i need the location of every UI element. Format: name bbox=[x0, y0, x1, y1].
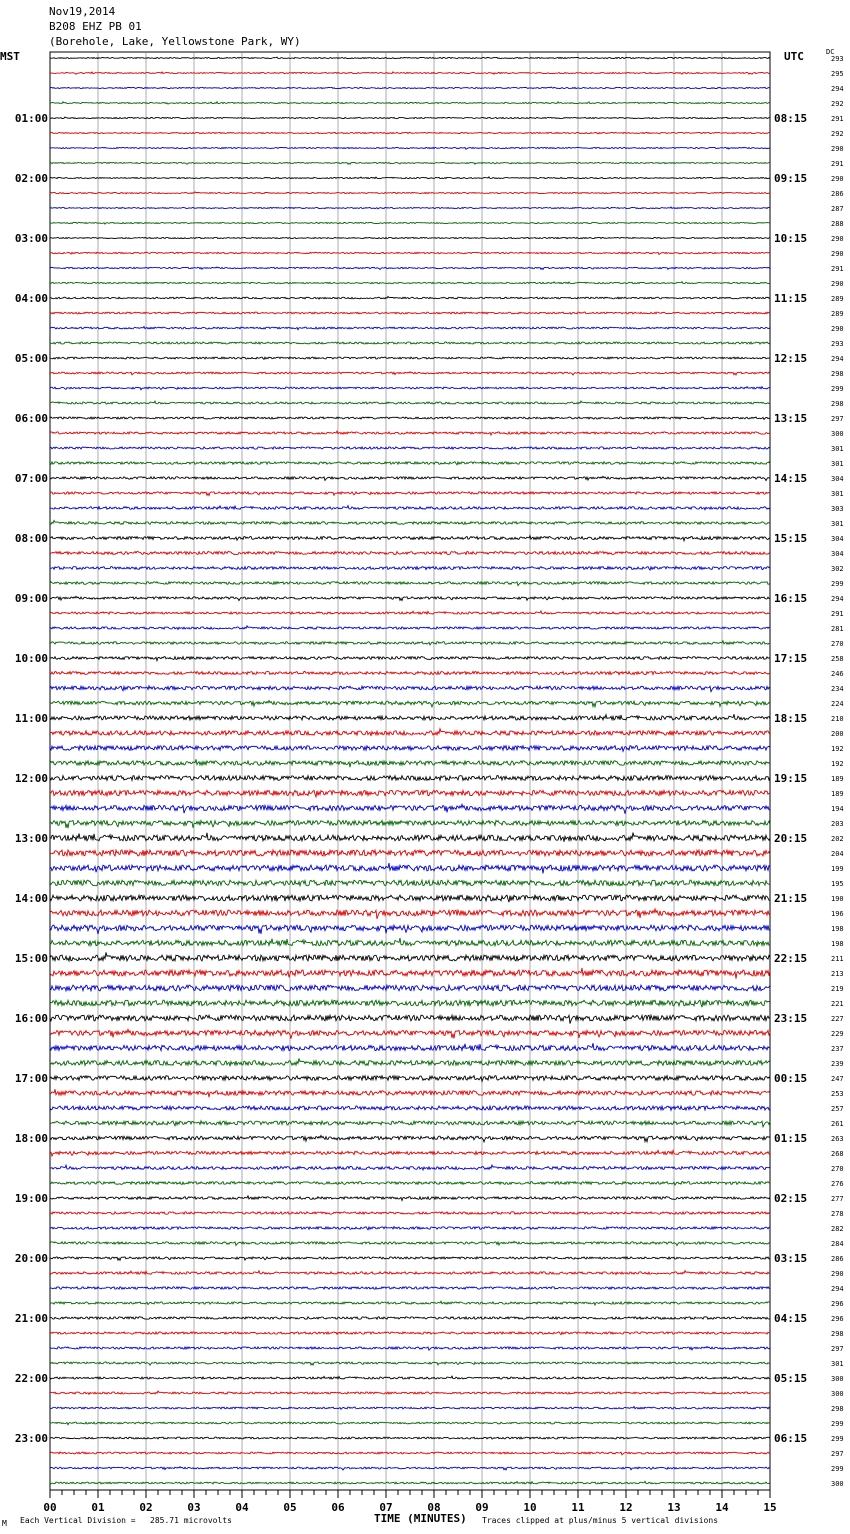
right-hour-label: 17:15 bbox=[774, 652, 808, 665]
x-axis-title: TIME (MINUTES) bbox=[374, 1512, 467, 1525]
dc-offset-label: 199 bbox=[831, 865, 844, 873]
dc-offset-label: 202 bbox=[831, 835, 844, 843]
left-hour-label: 08:00 bbox=[14, 532, 48, 545]
right-hour-label: 06:15 bbox=[774, 1432, 808, 1445]
trace-line-62 bbox=[50, 985, 770, 991]
dc-offset-label: 221 bbox=[831, 1000, 844, 1008]
trace-line-40 bbox=[50, 657, 770, 661]
x-tick-label: 05 bbox=[283, 1501, 297, 1514]
dc-offset-label: 227 bbox=[831, 1015, 844, 1023]
dc-offset-label: 304 bbox=[831, 535, 844, 543]
x-axis bbox=[43, 1490, 776, 1514]
x-tick-label: 06 bbox=[331, 1501, 345, 1514]
dc-offset-label: 198 bbox=[831, 940, 844, 948]
dc-offset-label: 234 bbox=[831, 685, 844, 693]
trace-line-3 bbox=[50, 102, 770, 104]
dc-offset-label: 303 bbox=[831, 505, 844, 513]
trace-line-6 bbox=[50, 147, 770, 149]
left-hour-label: 10:00 bbox=[14, 652, 48, 665]
left-hour-label: 01:00 bbox=[14, 112, 48, 125]
footer-clip-note: Traces clipped at plus/minus 5 vertical divisions bbox=[482, 1516, 719, 1525]
trace-line-27 bbox=[50, 462, 770, 465]
dc-offset-label: 294 bbox=[831, 595, 844, 603]
x-tick-label: 08 bbox=[427, 1501, 441, 1514]
dc-offset-label: 189 bbox=[831, 775, 844, 783]
x-tick-label: 13 bbox=[667, 1501, 681, 1514]
left-hour-label: 12:00 bbox=[14, 772, 48, 785]
dc-offset-label: 210 bbox=[831, 715, 844, 723]
header-station: B208 EHZ PB 01 bbox=[49, 20, 142, 33]
dc-offset-label: 290 bbox=[831, 325, 844, 333]
trace-line-4 bbox=[50, 117, 770, 119]
trace-line-69 bbox=[50, 1089, 770, 1097]
dc-offset-label: 282 bbox=[831, 1225, 844, 1233]
left-hour-label: 18:00 bbox=[14, 1132, 48, 1145]
dc-offset-label: 301 bbox=[831, 460, 844, 468]
trace-line-15 bbox=[50, 282, 770, 284]
trace-line-66 bbox=[50, 1043, 770, 1050]
dc-offset-label: 300 bbox=[831, 1480, 844, 1488]
right-hour-label: 13:15 bbox=[774, 412, 808, 425]
trace-line-16 bbox=[50, 296, 770, 299]
trace-line-36 bbox=[50, 596, 770, 600]
trace-line-76 bbox=[50, 1196, 770, 1201]
right-hour-label: 15:15 bbox=[774, 532, 808, 545]
dc-offset-label: 263 bbox=[831, 1135, 844, 1143]
trace-line-56 bbox=[50, 895, 770, 902]
trace-line-77 bbox=[50, 1212, 770, 1214]
left-hour-label: 22:00 bbox=[14, 1372, 48, 1385]
left-hour-label: 19:00 bbox=[14, 1192, 48, 1205]
trace-line-1 bbox=[50, 72, 770, 74]
x-tick-label: 02 bbox=[139, 1501, 153, 1514]
left-hour-label: 04:00 bbox=[14, 292, 48, 305]
trace-line-2 bbox=[50, 87, 770, 89]
header-date: Nov19,2014 bbox=[49, 5, 116, 18]
trace-line-92 bbox=[50, 1437, 770, 1439]
dc-offset-label: 304 bbox=[831, 550, 844, 558]
dc-offset-label: 194 bbox=[831, 805, 844, 813]
dc-offset-label: 190 bbox=[831, 895, 844, 903]
trace-line-26 bbox=[50, 447, 770, 449]
right-hour-label: 08:15 bbox=[774, 112, 808, 125]
dc-offset-label: 302 bbox=[831, 565, 844, 573]
dc-offset-label: 200 bbox=[831, 730, 844, 738]
left-hour-label: 09:00 bbox=[14, 592, 48, 605]
trace-line-75 bbox=[50, 1182, 770, 1185]
trace-line-14 bbox=[50, 267, 770, 270]
trace-line-71 bbox=[50, 1121, 770, 1127]
dc-offset-label: 192 bbox=[831, 745, 844, 753]
dc-offset-label: 297 bbox=[831, 1345, 844, 1353]
trace-line-94 bbox=[50, 1467, 770, 1470]
left-hour-label: 05:00 bbox=[14, 352, 48, 365]
trace-line-42 bbox=[50, 686, 770, 692]
dc-offset-label: 289 bbox=[831, 295, 844, 303]
trace-line-10 bbox=[50, 207, 770, 209]
x-tick-label: 12 bbox=[619, 1501, 633, 1514]
dc-offset-label: 299 bbox=[831, 580, 844, 588]
dc-offset-label: 290 bbox=[831, 250, 844, 258]
left-hour-label: 06:00 bbox=[14, 412, 48, 425]
trace-line-63 bbox=[50, 1000, 770, 1007]
left-hour-label: 20:00 bbox=[14, 1252, 48, 1265]
trace-line-45 bbox=[50, 729, 770, 736]
trace-line-80 bbox=[50, 1257, 770, 1260]
dc-offset-label: 299 bbox=[831, 1465, 844, 1473]
trace-line-34 bbox=[50, 566, 770, 570]
dc-offset-label: 298 bbox=[831, 370, 844, 378]
trace-line-32 bbox=[50, 535, 770, 540]
dc-offset-label: 295 bbox=[831, 70, 844, 78]
dc-offset-label: 203 bbox=[831, 820, 844, 828]
trace-line-79 bbox=[50, 1241, 770, 1245]
right-hour-label: 22:15 bbox=[774, 952, 808, 965]
trace-line-88 bbox=[50, 1376, 770, 1379]
dc-offset-label: 301 bbox=[831, 1360, 844, 1368]
trace-line-83 bbox=[50, 1301, 770, 1305]
dc-offset-label: 258 bbox=[831, 655, 844, 663]
trace-line-25 bbox=[50, 431, 770, 435]
dc-offset-label: 224 bbox=[831, 700, 844, 708]
trace-line-28 bbox=[50, 476, 770, 480]
right-hour-label: 21:15 bbox=[774, 892, 808, 905]
trace-line-5 bbox=[50, 132, 770, 134]
x-tick-label: 09 bbox=[475, 1501, 489, 1514]
right-timezone-label: UTC bbox=[784, 50, 804, 63]
dc-offset-label: 296 bbox=[831, 1315, 844, 1323]
left-hour-label: 17:00 bbox=[14, 1072, 48, 1085]
left-hour-label: 21:00 bbox=[14, 1312, 48, 1325]
trace-line-9 bbox=[50, 192, 770, 194]
x-tick-label: 00 bbox=[43, 1501, 57, 1514]
dc-offset-label: 301 bbox=[831, 445, 844, 453]
dc-offset-label: 294 bbox=[831, 85, 844, 93]
right-hour-label: 04:15 bbox=[774, 1312, 808, 1325]
dc-offset-label: 257 bbox=[831, 1105, 844, 1113]
dc-offset-label: 297 bbox=[831, 1450, 844, 1458]
footer-scale-note: Each Vertical Division = 285.71 microvolts bbox=[20, 1516, 232, 1525]
dc-offset-label: 286 bbox=[831, 1255, 844, 1263]
right-hour-label: 12:15 bbox=[774, 352, 808, 365]
dc-offset-label: 291 bbox=[831, 265, 844, 273]
trace-line-86 bbox=[50, 1346, 770, 1350]
trace-line-24 bbox=[50, 417, 770, 419]
trace-line-21 bbox=[50, 372, 770, 375]
trace-line-78 bbox=[50, 1227, 770, 1230]
x-tick-label: 03 bbox=[187, 1501, 201, 1514]
trace-line-58 bbox=[50, 925, 770, 934]
right-hour-label: 10:15 bbox=[774, 232, 808, 245]
left-hour-label: 13:00 bbox=[14, 832, 48, 845]
trace-line-90 bbox=[50, 1406, 770, 1409]
trace-line-7 bbox=[50, 162, 770, 164]
trace-line-68 bbox=[50, 1076, 770, 1082]
dc-offset-label: 270 bbox=[831, 1165, 844, 1173]
trace-line-23 bbox=[50, 401, 770, 404]
trace-line-60 bbox=[50, 952, 770, 961]
dc-offset-label: 299 bbox=[831, 1420, 844, 1428]
trace-line-39 bbox=[50, 641, 770, 645]
dc-offset-label: 294 bbox=[831, 1285, 844, 1293]
trace-line-74 bbox=[50, 1165, 770, 1170]
trace-line-43 bbox=[50, 700, 770, 706]
trace-line-47 bbox=[50, 759, 770, 767]
trace-line-44 bbox=[50, 714, 770, 720]
trace-line-38 bbox=[50, 626, 770, 630]
trace-line-64 bbox=[50, 1015, 770, 1023]
dc-offset-label: 288 bbox=[831, 220, 844, 228]
trace-line-91 bbox=[50, 1422, 770, 1425]
dc-offset-label: 290 bbox=[831, 175, 844, 183]
dc-offset-label: 304 bbox=[831, 475, 844, 483]
trace-line-72 bbox=[50, 1135, 770, 1141]
dc-offset-label: 261 bbox=[831, 1120, 844, 1128]
dc-offset-label: 291 bbox=[831, 610, 844, 618]
right-hour-label: 01:15 bbox=[774, 1132, 808, 1145]
trace-line-20 bbox=[50, 357, 770, 359]
dc-offset-label: 293 bbox=[831, 340, 844, 348]
dc-offset-label: 270 bbox=[831, 640, 844, 648]
dc-column-label: DC bbox=[826, 48, 835, 56]
left-hour-label: 02:00 bbox=[14, 172, 48, 185]
dc-offset-label: 298 bbox=[831, 1330, 844, 1338]
dc-offset-label: 237 bbox=[831, 1045, 844, 1053]
x-tick-label: 10 bbox=[523, 1501, 537, 1514]
dc-offset-label: 287 bbox=[831, 205, 844, 213]
dc-offset-label: 277 bbox=[831, 1195, 844, 1203]
x-tick-label: 07 bbox=[379, 1501, 393, 1514]
trace-line-13 bbox=[50, 252, 770, 254]
dc-offset-label: 278 bbox=[831, 1210, 844, 1218]
right-hour-label: 00:15 bbox=[774, 1072, 808, 1085]
trace-line-65 bbox=[50, 1029, 770, 1038]
trace-line-93 bbox=[50, 1452, 770, 1455]
x-tick-label: 11 bbox=[571, 1501, 585, 1514]
trace-line-50 bbox=[50, 804, 770, 813]
x-tick-label: 04 bbox=[235, 1501, 249, 1514]
trace-line-61 bbox=[50, 968, 770, 979]
trace-line-89 bbox=[50, 1391, 770, 1394]
dc-offset-label: 204 bbox=[831, 850, 844, 858]
dc-offset-label: 299 bbox=[831, 385, 844, 393]
dc-offset-label: 301 bbox=[831, 520, 844, 528]
trace-line-95 bbox=[50, 1481, 770, 1484]
dc-offset-label: 291 bbox=[831, 115, 844, 123]
trace-line-12 bbox=[50, 237, 770, 238]
dc-offset-label: 189 bbox=[831, 790, 844, 798]
left-hour-label: 11:00 bbox=[14, 712, 48, 725]
dc-offset-label: 284 bbox=[831, 1240, 844, 1248]
dc-offset-label: 213 bbox=[831, 970, 844, 978]
dc-offset-label: 229 bbox=[831, 1030, 844, 1038]
trace-line-55 bbox=[50, 880, 770, 886]
left-hour-label: 07:00 bbox=[14, 472, 48, 485]
right-hour-label: 02:15 bbox=[774, 1192, 808, 1205]
dc-offset-label: 289 bbox=[831, 310, 844, 318]
trace-line-51 bbox=[50, 821, 770, 829]
right-hour-label: 05:15 bbox=[774, 1372, 808, 1385]
right-hour-label: 09:15 bbox=[774, 172, 808, 185]
dc-offset-label: 246 bbox=[831, 670, 844, 678]
x-tick-label: 01 bbox=[91, 1501, 105, 1514]
trace-line-8 bbox=[50, 177, 770, 179]
left-hour-label: 14:00 bbox=[14, 892, 48, 905]
dc-offset-label: 292 bbox=[831, 130, 844, 138]
trace-group bbox=[50, 57, 770, 1484]
footer-corner-mark: M bbox=[2, 1519, 7, 1528]
dc-offset-label: 290 bbox=[831, 1270, 844, 1278]
dc-offset-label: 290 bbox=[831, 145, 844, 153]
dc-offset-label: 211 bbox=[831, 955, 844, 963]
dc-offset-label: 300 bbox=[831, 1375, 844, 1383]
trace-line-87 bbox=[50, 1362, 770, 1365]
x-tick-label: 14 bbox=[715, 1501, 729, 1514]
left-hour-label: 16:00 bbox=[14, 1012, 48, 1025]
dc-offset-label: 297 bbox=[831, 415, 844, 423]
trace-line-70 bbox=[50, 1106, 770, 1110]
left-hour-label: 03:00 bbox=[14, 232, 48, 245]
trace-line-52 bbox=[50, 833, 770, 842]
dc-offset-label: 292 bbox=[831, 100, 844, 108]
left-hour-label: 15:00 bbox=[14, 952, 48, 965]
trace-line-37 bbox=[50, 611, 770, 614]
dc-offset-label: 290 bbox=[831, 235, 844, 243]
trace-line-33 bbox=[50, 552, 770, 555]
trace-line-18 bbox=[50, 326, 770, 329]
trace-line-0 bbox=[50, 57, 770, 59]
dc-offset-label: 293 bbox=[831, 55, 844, 63]
dc-offset-label: 300 bbox=[831, 430, 844, 438]
right-hour-label: 16:15 bbox=[774, 592, 808, 605]
right-hour-label: 14:15 bbox=[774, 472, 808, 485]
dc-offset-label: 219 bbox=[831, 985, 844, 993]
dc-offset-label: 300 bbox=[831, 1390, 844, 1398]
trace-line-57 bbox=[50, 909, 770, 919]
right-hour-label: 20:15 bbox=[774, 832, 808, 845]
dc-offset-label: 247 bbox=[831, 1075, 844, 1083]
trace-line-81 bbox=[50, 1271, 770, 1275]
right-hour-label: 23:15 bbox=[774, 1012, 808, 1025]
trace-line-67 bbox=[50, 1058, 770, 1066]
right-hour-label: 03:15 bbox=[774, 1252, 808, 1265]
dc-offset-label: 286 bbox=[831, 190, 844, 198]
header-location: (Borehole, Lake, Yellowstone Park, WY) bbox=[49, 35, 301, 48]
trace-line-41 bbox=[50, 672, 770, 675]
dc-offset-label: 291 bbox=[831, 160, 844, 168]
dc-offset-label: 299 bbox=[831, 1435, 844, 1443]
dc-offset-label: 196 bbox=[831, 910, 844, 918]
dc-offset-group bbox=[831, 55, 844, 1488]
hour-label-group bbox=[15, 112, 807, 1445]
dc-offset-label: 298 bbox=[831, 400, 844, 408]
trace-line-11 bbox=[50, 222, 770, 224]
dc-offset-label: 198 bbox=[831, 925, 844, 933]
trace-line-54 bbox=[50, 863, 770, 873]
trace-line-48 bbox=[50, 776, 770, 781]
dc-offset-label: 195 bbox=[831, 880, 844, 888]
dc-offset-label: 192 bbox=[831, 760, 844, 768]
trace-line-35 bbox=[50, 582, 770, 586]
trace-line-46 bbox=[50, 746, 770, 752]
trace-line-22 bbox=[50, 387, 770, 390]
trace-line-29 bbox=[50, 492, 770, 496]
trace-line-82 bbox=[50, 1287, 770, 1289]
dc-offset-label: 290 bbox=[831, 280, 844, 288]
trace-line-31 bbox=[50, 520, 770, 524]
left-hour-label: 23:00 bbox=[14, 1432, 48, 1445]
dc-offset-label: 281 bbox=[831, 625, 844, 633]
right-hour-label: 18:15 bbox=[774, 712, 808, 725]
right-hour-label: 11:15 bbox=[774, 292, 808, 305]
trace-line-30 bbox=[50, 506, 770, 510]
dc-offset-label: 294 bbox=[831, 355, 844, 363]
trace-line-53 bbox=[50, 850, 770, 856]
dc-offset-label: 296 bbox=[831, 1300, 844, 1308]
dc-offset-label: 268 bbox=[831, 1150, 844, 1158]
trace-line-19 bbox=[50, 342, 770, 344]
trace-line-73 bbox=[50, 1150, 770, 1156]
dc-offset-label: 239 bbox=[831, 1060, 844, 1068]
trace-line-84 bbox=[50, 1317, 770, 1319]
trace-line-49 bbox=[50, 790, 770, 797]
dc-offset-label: 301 bbox=[831, 490, 844, 498]
dc-offset-label: 298 bbox=[831, 1405, 844, 1413]
trace-line-59 bbox=[50, 938, 770, 947]
trace-line-85 bbox=[50, 1332, 770, 1335]
dc-offset-label: 253 bbox=[831, 1090, 844, 1098]
dc-offset-label: 276 bbox=[831, 1180, 844, 1188]
trace-line-17 bbox=[50, 312, 770, 314]
left-timezone-label: MST bbox=[0, 50, 20, 63]
x-tick-label: 15 bbox=[763, 1501, 777, 1514]
right-hour-label: 19:15 bbox=[774, 772, 808, 785]
